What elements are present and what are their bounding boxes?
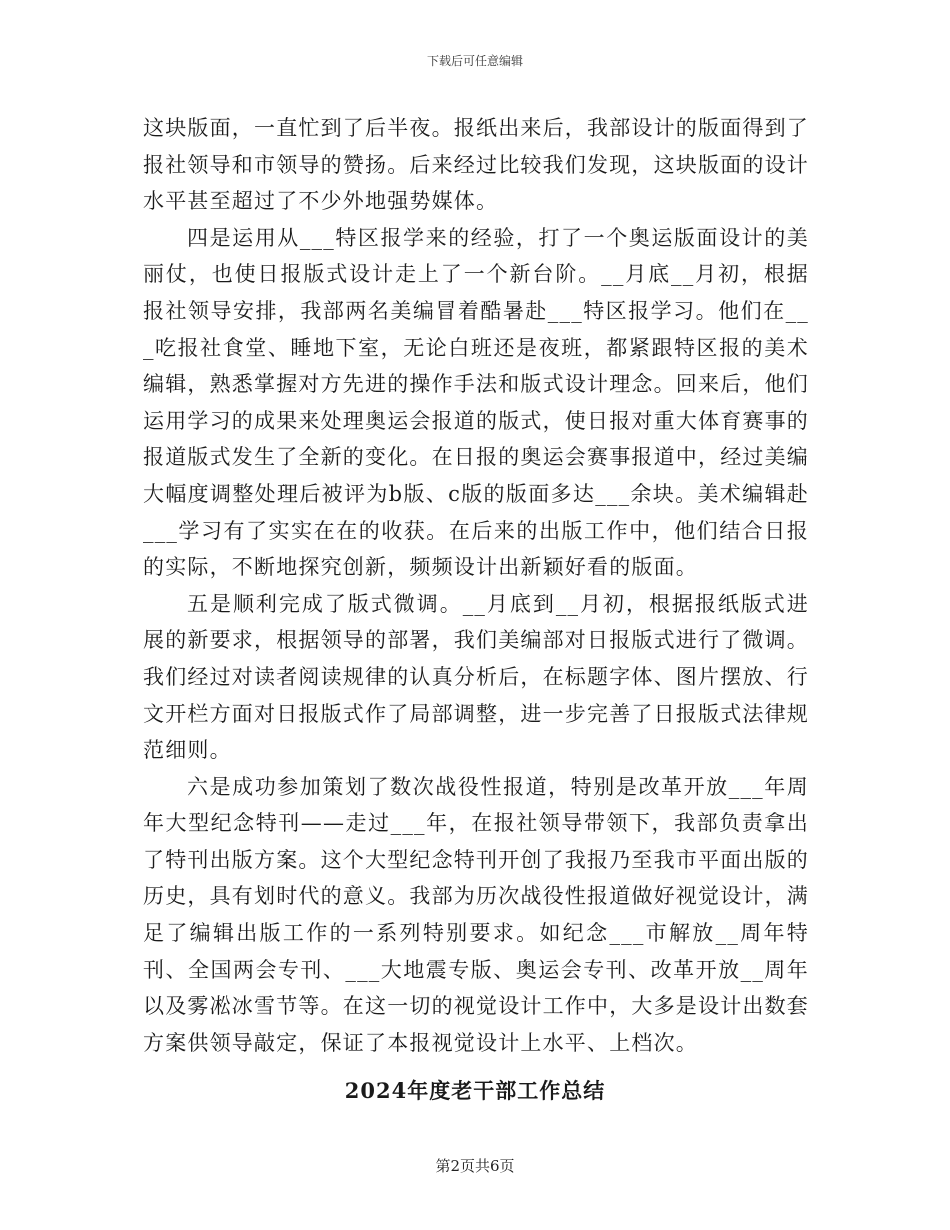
page-header-note: 下载后可任意编辑 (426, 54, 523, 68)
body-paragraph-1: 这块版面，一直忙到了后半夜。报纸出来后，我部设计的版面得到了报社领导和市领导的赞扬。后来经过比较我们发现，这块版面的设计水平甚至超过了不少外地强势媒体。 (143, 116, 809, 214)
section-title: 2024年度老干部工作总结 (344, 1078, 606, 1103)
body-paragraph-2: 四是运用从___特区报学来的经验，打了一个奥运版面设计的美丽仗，也使日报版式设计走上了一个新台阶。__月底__月初，根据报社领导安排，我部两名美编冒着酷暑赴___特区报学习。他们在___吃报社食堂、睡地下室，无论白班还是夜班，都紧跟特区报的美术编辑，熟悉掌握对方先进的操作手法和版式设计理念。回来后，他们运用学习的成果来处理奥运会报道的版式，使日报对重大体育赛事的报道版式发生了全新的变化。在日报的奥运会赛事报道中，经过美编大幅度调整处理后被评为b版、c版的版面多达___余块。美术编辑赴___学习有了实实在在的收获。在后来的出版工作中，他们结合日报的实际，不断地探究创新，频频设计出新颖好看的版面。 (143, 225, 809, 580)
body-paragraph-4: 六是成功参加策划了数次战役性报道，特别是改革开放___年周年大型纪念特刊——走过___年，在报社领导带领下，我部负责拿出了特刊出版方案。这个大型纪念特刊开创了我报乃至我市平面出版的历史，具有划时代的意义。我部为历次战役性报道做好视觉设计，满足了编辑出版工作的一系列特别要求。如纪念___市解放__周年特刊、全国两会专刊、___大地震专版、奥运会专刊、改革开放__周年以及雾凇冰雪节等。在这一切的视觉设计工作中，大多是设计出数套方案供领导敲定，保证了本报视觉设计上水平、上档次。 (143, 774, 809, 1055)
page-number-footer: 第2页共6页 (435, 1157, 515, 1175)
document-body (143, 110, 809, 1061)
body-paragraph-3: 五是顺利完成了版式微调。__月底到__月初，根据报纸版式进展的新要求，根据领导的部署，我们美编部对日报版式进行了微调。我们经过对读者阅读规律的认真分析后，在标题字体、图片摆放、行文开栏方面对日报版式作了局部调整，进一步完善了日报版式法律规范细则。 (143, 591, 809, 763)
